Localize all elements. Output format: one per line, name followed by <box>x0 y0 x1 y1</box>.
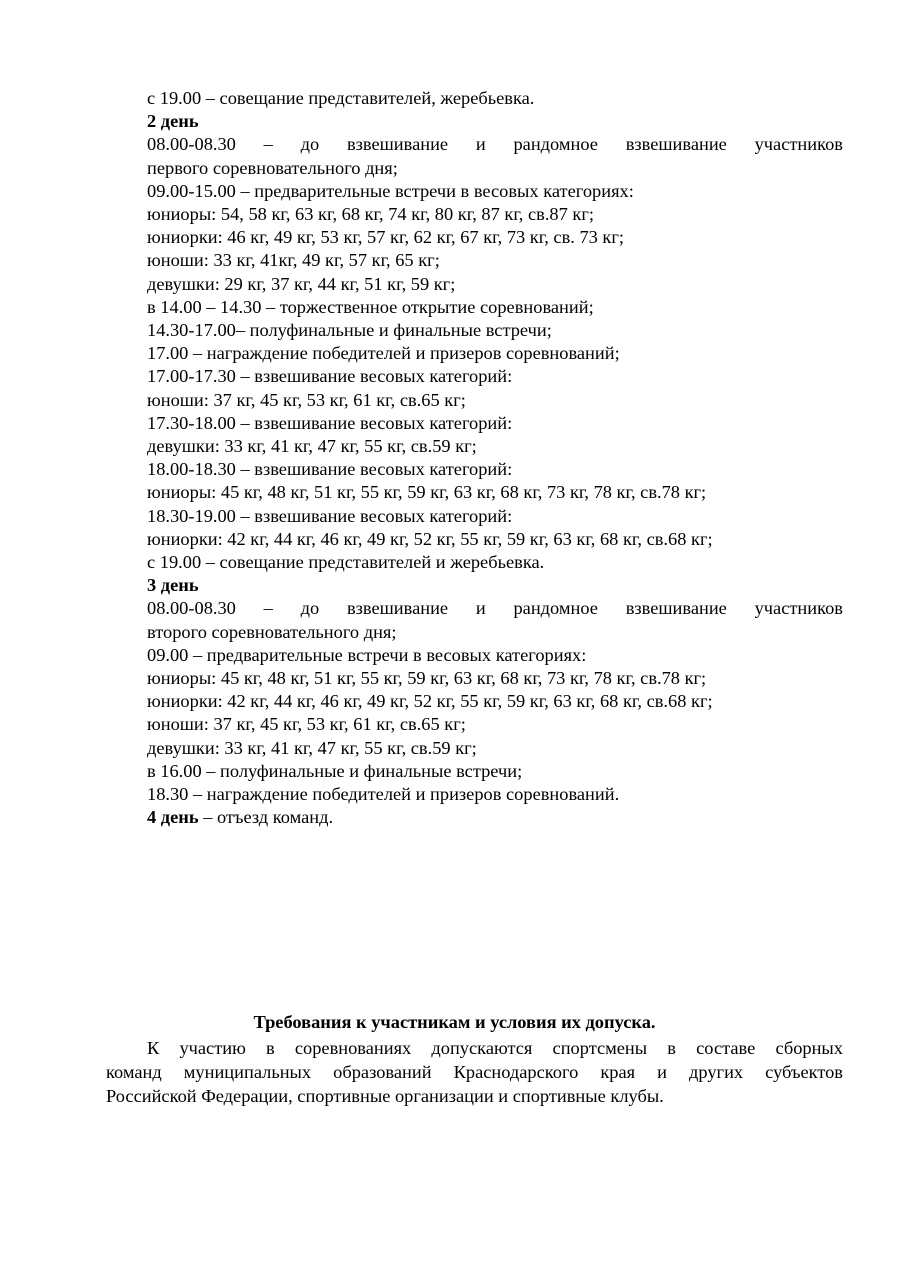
day4-text: – отъезд команд. <box>198 807 334 828</box>
section-heading: Требования к участникам и условия их допуска. <box>253 1012 656 1032</box>
schedule-line: юноши: 33 кг, 41кг, 49 кг, 57 кг, 65 кг; <box>147 250 440 271</box>
schedule-line: юниорки: 46 кг, 49 кг, 53 кг, 57 кг, 62 кг, 67 кг, 73 кг, св. 73 кг; <box>147 227 625 248</box>
schedule-list <box>147 87 843 830</box>
schedule-line: девушки: 33 кг, 41 кг, 47 кг, 55 кг, св.59 кг; <box>147 737 477 758</box>
schedule-line: юниоры: 45 кг, 48 кг, 51 кг, 55 кг, 59 кг, 63 кг, 68 кг, 73 кг, 78 кг, св.78 кг; <box>147 482 707 503</box>
day4-line <box>147 806 843 829</box>
schedule-line: второго соревновательного дня; <box>147 621 397 642</box>
schedule-line: с 19.00 – совещание представителей, жеребьевка. <box>147 88 535 108</box>
schedule-line: юниорки: 42 кг, 44 кг, 46 кг, 49 кг, 52 кг, 55 кг, 59 кг, 63 кг, 68 кг, св.68 кг; <box>147 528 713 549</box>
schedule-line: 08.00-08.30 – до взвешивание и рандомное взвешивание участников <box>147 134 843 155</box>
paragraph-line: Российской Федерации, спортивные организации и спортивные клубы. <box>106 1086 664 1106</box>
schedule-line: юноши: 37 кг, 45 кг, 53 кг, 61 кг, св.65 кг; <box>147 714 466 735</box>
schedule-line: 14.30-17.00– полуфинальные и финальные встречи; <box>147 320 552 341</box>
schedule-line: юниоры: 45 кг, 48 кг, 51 кг, 55 кг, 59 кг, 63 кг, 68 кг, 73 кг, 78 кг, св.78 кг; <box>147 668 707 689</box>
admission-paragraph <box>106 1036 843 1108</box>
schedule-line: 17.30-18.00 – взвешивание весовых категорий: <box>147 412 513 433</box>
schedule-line: 09.00 – предварительные встречи в весовых категориях: <box>147 644 587 665</box>
schedule-line: юноши: 37 кг, 45 кг, 53 кг, 61 кг, св.65 кг; <box>147 389 466 410</box>
schedule-line: первого соревновательного дня; <box>147 157 398 178</box>
day-heading: 2 день <box>147 111 199 132</box>
schedule-line: в 16.00 – полуфинальные и финальные встречи; <box>147 760 523 781</box>
schedule-line: юниорки: 42 кг, 44 кг, 46 кг, 49 кг, 52 кг, 55 кг, 59 кг, 63 кг, 68 кг, св.68 кг; <box>147 691 713 712</box>
schedule-line: с 19.00 – совещание представителей и жеребьевка. <box>147 552 545 573</box>
schedule-line: 09.00-15.00 – предварительные встречи в весовых категориях: <box>147 180 634 201</box>
schedule-line: девушки: 29 кг, 37 кг, 44 кг, 51 кг, 59 кг; <box>147 273 456 294</box>
schedule-line: девушки: 33 кг, 41 кг, 47 кг, 55 кг, св.59 кг; <box>147 436 477 457</box>
schedule-line: юниоры: 54, 58 кг, 63 кг, 68 кг, 74 кг, 80 кг, 87 кг, св.87 кг; <box>147 204 594 225</box>
paragraph-line: К участию в соревнованиях допускаются спортсмены в составе сборных <box>147 1038 843 1058</box>
schedule-line: в 14.00 – 14.30 – торжественное открытие соревнований; <box>147 296 594 317</box>
schedule-line: 18.30-19.00 – взвешивание весовых категорий: <box>147 505 513 526</box>
schedule-line: 17.00 – награждение победителей и призеров соревнований; <box>147 343 620 364</box>
paragraph-line: команд муниципальных образований Краснодарского края и других субъектов <box>106 1062 843 1082</box>
schedule-line: 17.00-17.30 – взвешивание весовых категорий: <box>147 366 513 387</box>
day4-label: 4 день <box>147 807 199 828</box>
schedule-line: 08.00-08.30 – до взвешивание и рандомное взвешивание участников <box>147 598 843 619</box>
day-heading: 3 день <box>147 575 199 596</box>
schedule-line: 18.30 – награждение победителей и призеров соревнований. <box>147 784 620 805</box>
schedule-line: 18.00-18.30 – взвешивание весовых категорий: <box>147 459 513 480</box>
